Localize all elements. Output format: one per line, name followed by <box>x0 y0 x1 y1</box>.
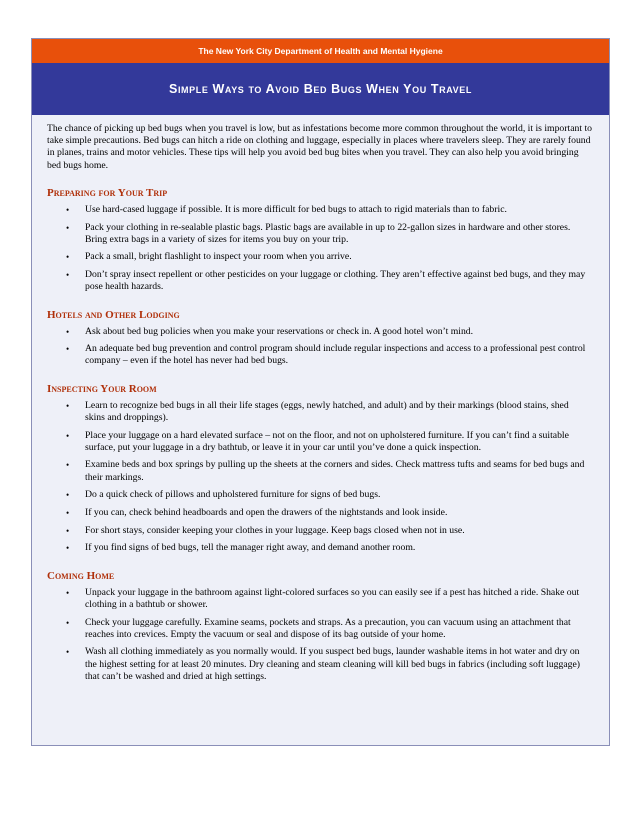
section-coming-home <box>47 569 594 683</box>
bullet-icon: • <box>66 490 70 501</box>
list-item <box>47 525 594 537</box>
bullet-list <box>47 400 594 555</box>
bullet-icon: • <box>66 326 70 337</box>
list-item <box>47 251 594 263</box>
bullet-icon: • <box>66 222 70 233</box>
section-inspecting <box>47 382 594 555</box>
list-item-text: Check your luggage carefully. Examine seams, pockets and straps. As a precaution, you can vacuum using an attachment that reaches into crevices. Empty the vacuum or seal and dispose of its bag outside of your home. <box>85 616 571 640</box>
list-item <box>47 459 594 483</box>
list-item-text: Examine beds and box springs by pulling up the sheets at the corners and sides. Check mattress tufts and seams for bed bugs and their markings. <box>85 459 585 483</box>
list-item-text: Pack your clothing in re-sealable plastic bags. Plastic bags are available in up to 22-gallon sizes in hardware and other stores. Bring extra bags in a variety of sizes for items you buy on your trip. <box>85 221 571 245</box>
list-item <box>47 269 594 293</box>
section-heading: Hotels and Other Lodging <box>47 308 180 321</box>
list-item-text: Wash all clothing immediately as you normally would. If you suspect bed bugs, launder washable items in hot water and dry on the highest setting for at least 20 minutes. Dry cleaning and steam cleaning will kill bed bugs in fabrics (including soft luggage) that can’t be washed and dried at high settings. <box>85 646 581 682</box>
list-item <box>47 430 594 454</box>
list-item <box>47 400 594 424</box>
bullet-icon: • <box>66 430 70 441</box>
page-title: Simple Ways to Avoid Bed Bugs When You Travel <box>32 63 609 115</box>
bullet-list <box>47 326 594 368</box>
list-item <box>47 489 594 501</box>
department-banner: The New York City Department of Health and Mental Hygiene <box>32 39 609 63</box>
section-heading: Inspecting Your Room <box>47 382 157 395</box>
bullet-icon: • <box>66 508 70 519</box>
list-item <box>47 617 594 641</box>
bullet-icon: • <box>66 204 70 215</box>
bullet-list <box>47 204 594 294</box>
bullet-icon: • <box>66 543 70 554</box>
bullet-icon: • <box>66 617 70 628</box>
section-preparing <box>47 186 594 294</box>
bullet-icon: • <box>66 344 70 355</box>
list-item-text: Unpack your luggage in the bathroom against light-colored surfaces so you can easily see if a pest has hitched a ride. Shake out clothing in a bathtub or shower. <box>85 586 580 610</box>
list-item-text: An adequate bed bug prevention and control program should include regular inspections and access to a professional pest control company – even if the hotel has never had bed bugs. <box>85 343 586 367</box>
list-item-text: Do a quick check of pillows and upholstered furniture for signs of bed bugs. <box>85 489 381 501</box>
list-item-text: Ask about bed bug policies when you make your reservations or check in. A good hotel won’t mind. <box>85 325 474 337</box>
list-item <box>47 204 594 216</box>
list-item <box>47 343 594 367</box>
list-item-text: Use hard-cased luggage if possible. It is more difficult for bed bugs to attach to rigid materials than to fabric. <box>85 203 507 215</box>
document-body <box>32 115 609 683</box>
list-item <box>47 507 594 519</box>
bullet-icon: • <box>66 252 70 263</box>
section-hotels <box>47 308 594 368</box>
list-item-text: For short stays, consider keeping your clothes in your luggage. Keep bags closed when not in use. <box>85 524 465 536</box>
intro-paragraph: The chance of picking up bed bugs when you travel is low, but as infestations become more common throughout the world, it is important to take simple precautions. Bed bugs can hitch a ride on clothing and luggage, especially in places where travelers sleep. They are rarely found in planes, trains and motor vehicles. These tips will help you avoid bed bug bites when you travel. They can also help you avoid bringing bed bugs home. <box>47 123 592 171</box>
section-heading: Coming Home <box>47 569 115 582</box>
list-item-text: Pack a small, bright flashlight to inspect your room when you arrive. <box>85 251 352 263</box>
list-item-text: If you find signs of bed bugs, tell the manager right away, and demand another room. <box>85 542 416 554</box>
bullet-icon: • <box>66 400 70 411</box>
list-item <box>47 222 594 246</box>
bullet-icon: • <box>66 647 70 658</box>
list-item <box>47 542 594 554</box>
bullet-list <box>47 587 594 683</box>
bullet-icon: • <box>66 525 70 536</box>
list-item-text: Place your luggage on a hard elevated surface – not on the floor, and not on upholstered furniture. If you can’t find a suitable surface, put your luggage in a dry bathtub, or leave it in your car until you’ve done a quick inspection. <box>85 429 569 453</box>
list-item-text: Don’t spray insect repellent or other pesticides on your luggage or clothing. They aren’t effective against bed bugs, and they may pose health hazards. <box>85 269 586 293</box>
list-item <box>47 326 594 338</box>
list-item <box>47 646 594 683</box>
bullet-icon: • <box>66 587 70 598</box>
bullet-icon: • <box>66 270 70 281</box>
bullet-icon: • <box>66 460 70 471</box>
list-item-text: Learn to recognize bed bugs in all their life stages (eggs, newly hatched, and adult) and by their markings (blood stains, shed skins and droppings). <box>85 399 569 423</box>
document-page <box>31 38 610 746</box>
list-item <box>47 587 594 611</box>
list-item-text: If you can, check behind headboards and open the drawers of the nightstands and look inside. <box>85 507 448 519</box>
section-heading: Preparing for Your Trip <box>47 186 168 199</box>
